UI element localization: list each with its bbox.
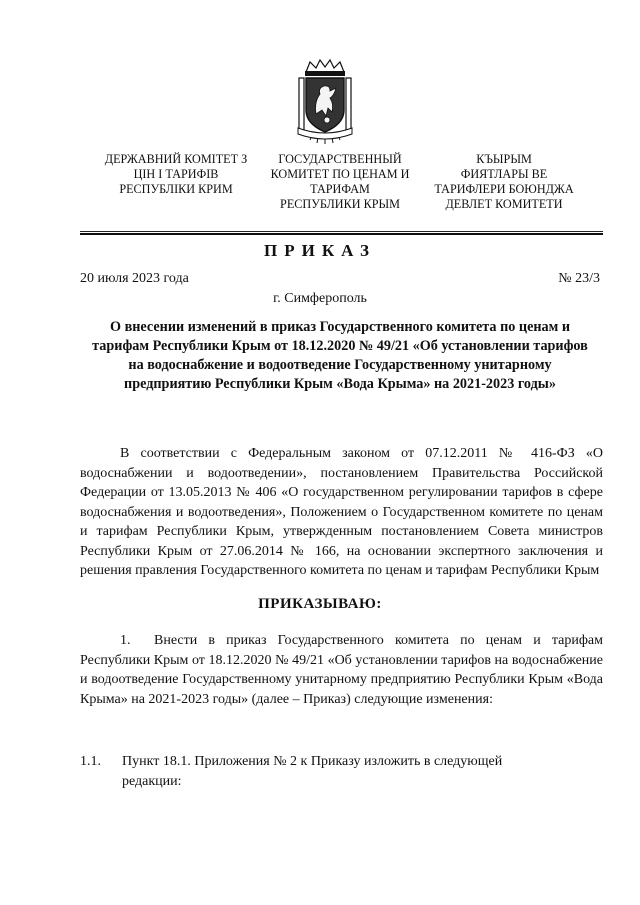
header-ru-line: РЕСПУБЛИКИ КРЫМ bbox=[280, 197, 400, 211]
header-crh-line: ТАРИФЛЕРИ БОЮНДЖА bbox=[434, 182, 574, 196]
header-crh-line: ДЕВЛЕТ КОМИТЕТИ bbox=[445, 197, 563, 211]
item-1-text: Внести в приказ Государственного комитета по ценам и тарифам Республики Крым от 18.12.2020 № 49/21 «Об установлении тарифов на водоснабжение и водоотведение Государственному унитарному предприятию Республики Крым «Вода Крыма» на 2021-2023 годы» (далее – Приказ) следующие изменения: bbox=[80, 633, 603, 707]
header-ua-line: РЕСПУБЛІКИ КРИМ bbox=[119, 182, 233, 196]
item-1-number: 1. bbox=[120, 633, 131, 648]
document-subject: О внесении изменений в приказ Государственного комитета по ценам и тарифам Республики Крым от 18.12.2020 № 49/21 «Об установлении тарифов на водоснабжение и водоотведение Государственному унитарному предприятию Республики Крым «Вода Крыма» на 2021-2023 годы» bbox=[92, 319, 588, 392]
item-1-1-number: 1.1. bbox=[80, 754, 101, 769]
header-divider-thick bbox=[80, 233, 603, 235]
document-type-title: ПРИКАЗ bbox=[264, 241, 376, 260]
basis-paragraph: В соответствии с Федеральным законом от 07.12.2011 № 416-ФЗ «О водоснабжении и водоотведении», постановлением Правительства Российской Федерации от 13.05.2013 № 406 «О государственном регулировании тарифов в сфере водоснабжения и водоотведения», Положением о Государственном комитете по ценам и тарифам Республики Крым, утвержденным постановлением Совета министров Республики Крым от 27.06.2014 № 166, на основании экспертного заключения и решения правления Государственного комитета по ценам и тарифам Республики Крым bbox=[80, 446, 603, 578]
document-city: г. Симферополь bbox=[273, 291, 367, 306]
item-1-1-line2: редакции: bbox=[122, 773, 182, 789]
header-crh bbox=[424, 152, 584, 212]
item-1 bbox=[80, 631, 603, 709]
header-ua bbox=[96, 152, 256, 197]
header-ru-line: КОМИТЕТ ПО ЦЕНАМ И bbox=[270, 167, 410, 181]
document-date: 20 июля 2023 года bbox=[80, 271, 189, 286]
header-ua-line: ДЕРЖАВНИЙ КОМІТЕТ З bbox=[104, 152, 248, 166]
item-1-1-line1: Пункт 18.1. Приложения № 2 к Приказу изложить в следующей bbox=[122, 754, 503, 769]
header-ua-line: ЦІН І ТАРИФІВ bbox=[133, 167, 219, 181]
item-1-1 bbox=[80, 752, 603, 791]
document-number: № 23/3 bbox=[558, 271, 600, 286]
header-crh-line: ФИЯТЛАРЫ ВЕ bbox=[460, 167, 548, 181]
header-ru bbox=[262, 152, 418, 212]
decree-heading: ПРИКАЗЫВАЮ: bbox=[258, 596, 382, 612]
header-ru-line: ГОСУДАРСТВЕННЫЙ bbox=[278, 152, 402, 166]
header-ru-line: ТАРИФАМ bbox=[310, 182, 370, 196]
header-crh-line: КЪЫРЫМ bbox=[476, 152, 532, 166]
header-divider-thin bbox=[80, 231, 603, 232]
coat-of-arms-icon bbox=[296, 58, 354, 144]
